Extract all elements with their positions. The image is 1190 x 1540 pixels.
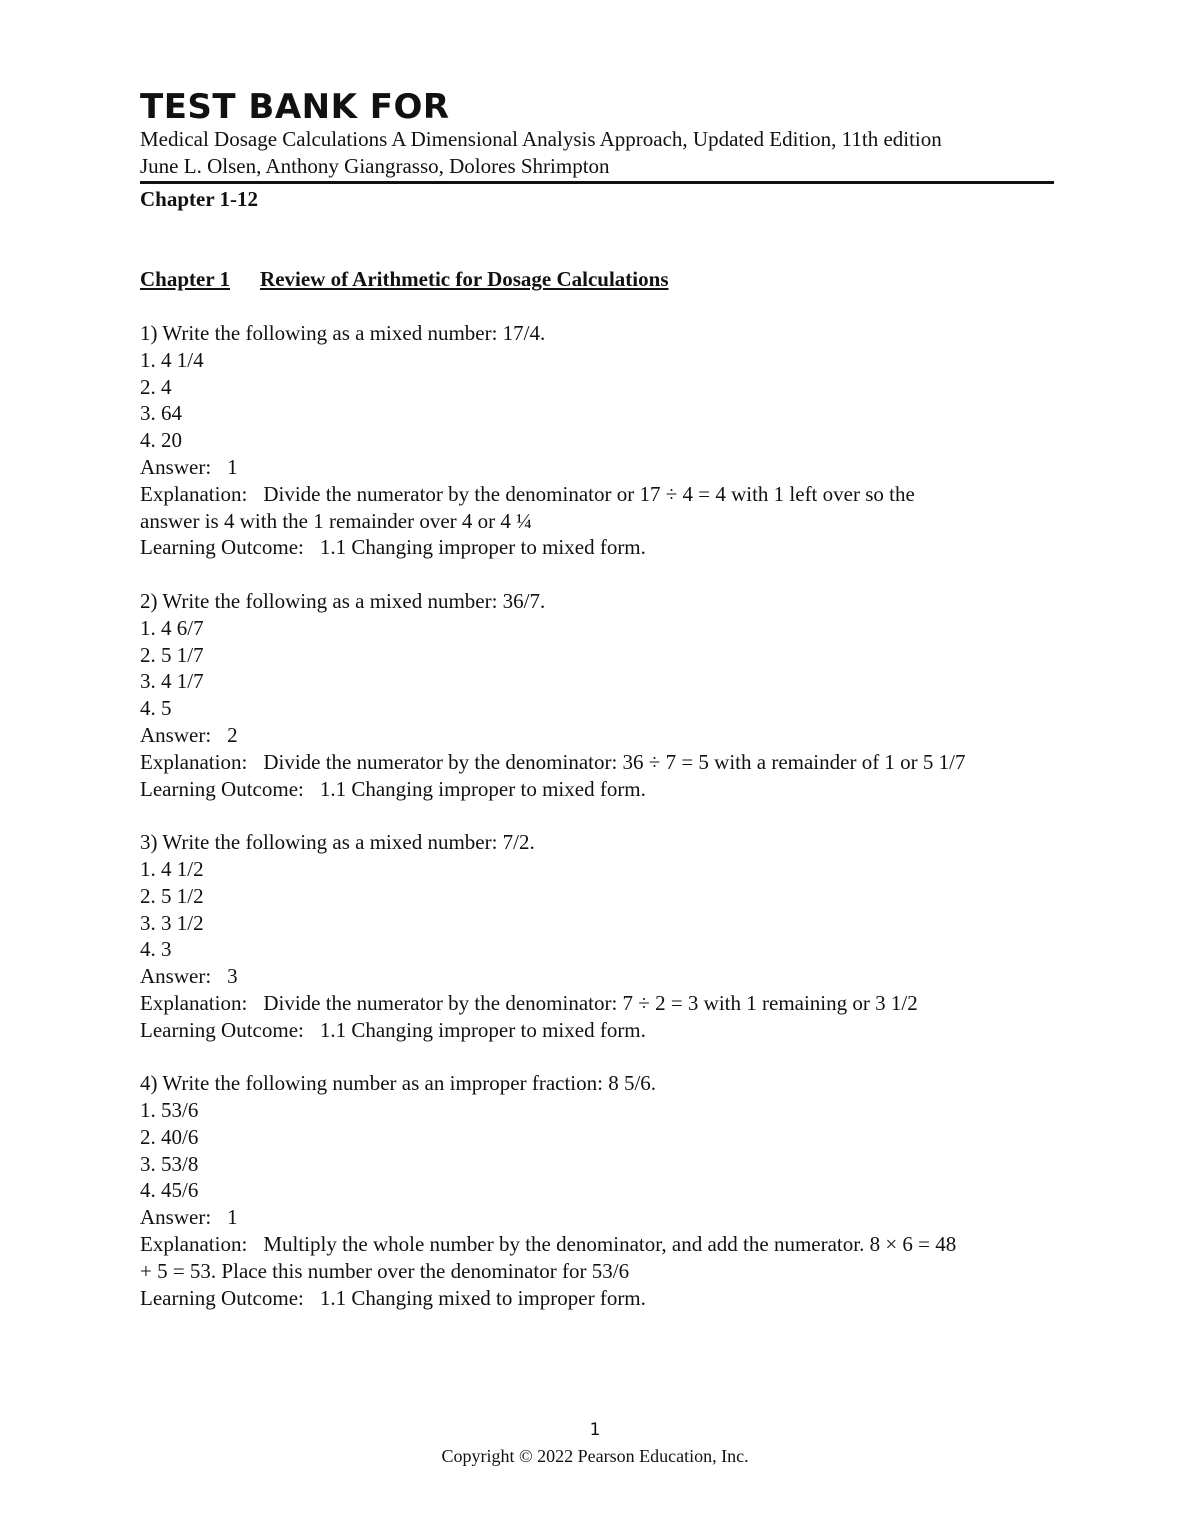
- outcome-label: Learning Outcome:: [140, 1285, 304, 1310]
- explanation-text: Divide the numerator by the denominator: 7 ÷ 2 = 3 with 1 remaining or 3 1/2: [263, 990, 918, 1015]
- header-rule: [140, 181, 1054, 184]
- question-item: [140, 1070, 1054, 1311]
- question-option: 1. 4 1/2: [140, 856, 204, 881]
- question-list: [140, 320, 1054, 1311]
- answer-value: 1: [227, 1205, 238, 1230]
- answer-line: [140, 1204, 1054, 1231]
- explanation-label: Explanation:: [140, 481, 248, 506]
- answer-label: Answer:: [140, 1205, 212, 1230]
- outcome-label: Learning Outcome:: [140, 1017, 304, 1042]
- outcome-label: Learning Outcome:: [140, 535, 304, 560]
- explanation-text: Divide the numerator by the denominator or 17 ÷ 4 = 4 with 1 left over so the: [263, 481, 915, 506]
- document-title: TEST BANK FOR: [140, 87, 450, 127]
- explanation-line: [140, 749, 1054, 776]
- question-option: 2. 4: [140, 374, 172, 399]
- question-option: 4. 3: [140, 937, 172, 962]
- answer-value: 1: [227, 454, 238, 479]
- question-option: 2. 40/6: [140, 1124, 199, 1149]
- explanation-label: Explanation:: [140, 990, 248, 1015]
- chapter-range: Chapter 1-12: [140, 186, 259, 211]
- answer-label: Answer:: [140, 454, 212, 479]
- explanation-label: Explanation:: [140, 1232, 248, 1257]
- outcome-line: [140, 776, 1054, 803]
- question-option: 3. 4 1/7: [140, 669, 204, 694]
- explanation-label: Explanation:: [140, 749, 248, 774]
- question-prompt: 4) Write the following number as an improper fraction: 8 5/6.: [140, 1071, 657, 1096]
- outcome-line: [140, 1285, 1054, 1312]
- question-item: [140, 588, 1054, 802]
- question-prompt: 2) Write the following as a mixed number: 36/7.: [140, 588, 546, 613]
- question-item: [140, 320, 1054, 561]
- question-option: 4. 5: [140, 696, 172, 721]
- chapter-title: Review of Arithmetic for Dosage Calculations: [260, 267, 669, 292]
- outcome-text: 1.1 Changing improper to mixed form.: [319, 1017, 646, 1042]
- explanation-continuation: + 5 = 53. Place this number over the denominator for 53/6: [140, 1258, 630, 1283]
- outcome-line: [140, 534, 1054, 561]
- question-option: 1. 53/6: [140, 1098, 199, 1123]
- explanation-line: [140, 1231, 1054, 1258]
- page-number: 1: [589, 1420, 601, 1440]
- question-prompt: 1) Write the following as a mixed number: 17/4.: [140, 320, 546, 345]
- chapter-number: Chapter 1: [140, 267, 231, 292]
- question-option: 4. 45/6: [140, 1178, 199, 1203]
- chapter-heading: [140, 266, 1054, 293]
- answer-value: 2: [227, 722, 238, 747]
- question-item: [140, 829, 1054, 1043]
- copyright-notice: Copyright © 2022 Pearson Education, Inc.: [441, 1446, 749, 1466]
- explanation-text: Multiply the whole number by the denominator, and add the numerator. 8 × 6 = 48: [263, 1232, 957, 1257]
- question-option: 1. 4 1/4: [140, 347, 204, 372]
- book-authors: June L. Olsen, Anthony Giangrasso, Dolores Shrimpton: [140, 153, 610, 178]
- explanation-line: [140, 990, 1054, 1017]
- outcome-text: 1.1 Changing improper to mixed form.: [319, 776, 646, 801]
- explanation-text: Divide the numerator by the denominator: 36 ÷ 7 = 5 with a remainder of 1 or 5 1/7: [263, 749, 966, 774]
- answer-label: Answer:: [140, 964, 212, 989]
- answer-line: [140, 454, 1054, 481]
- question-option: 3. 3 1/2: [140, 910, 204, 935]
- question-option: 1. 4 6/7: [140, 615, 204, 640]
- question-option: 2. 5 1/7: [140, 642, 204, 667]
- answer-label: Answer:: [140, 722, 212, 747]
- question-prompt: 3) Write the following as a mixed number: 7/2.: [140, 830, 535, 855]
- explanation-line: [140, 481, 1054, 508]
- outcome-line: [140, 1017, 1054, 1044]
- outcome-label: Learning Outcome:: [140, 776, 304, 801]
- answer-line: [140, 963, 1054, 990]
- question-option: 4. 20: [140, 428, 182, 453]
- answer-value: 3: [227, 964, 238, 989]
- question-option: 2. 5 1/2: [140, 883, 204, 908]
- explanation-continuation: answer is 4 with the 1 remainder over 4 or 4 ¼: [140, 508, 532, 533]
- question-option: 3. 64: [140, 401, 182, 426]
- book-title: Medical Dosage Calculations A Dimensional Analysis Approach, Updated Edition, 11th edition: [140, 127, 942, 151]
- question-option: 3. 53/8: [140, 1151, 199, 1176]
- answer-line: [140, 722, 1054, 749]
- outcome-text: 1.1 Changing mixed to improper form.: [319, 1285, 646, 1310]
- document-page: [140, 88, 1054, 1311]
- outcome-text: 1.1 Changing improper to mixed form.: [319, 535, 646, 560]
